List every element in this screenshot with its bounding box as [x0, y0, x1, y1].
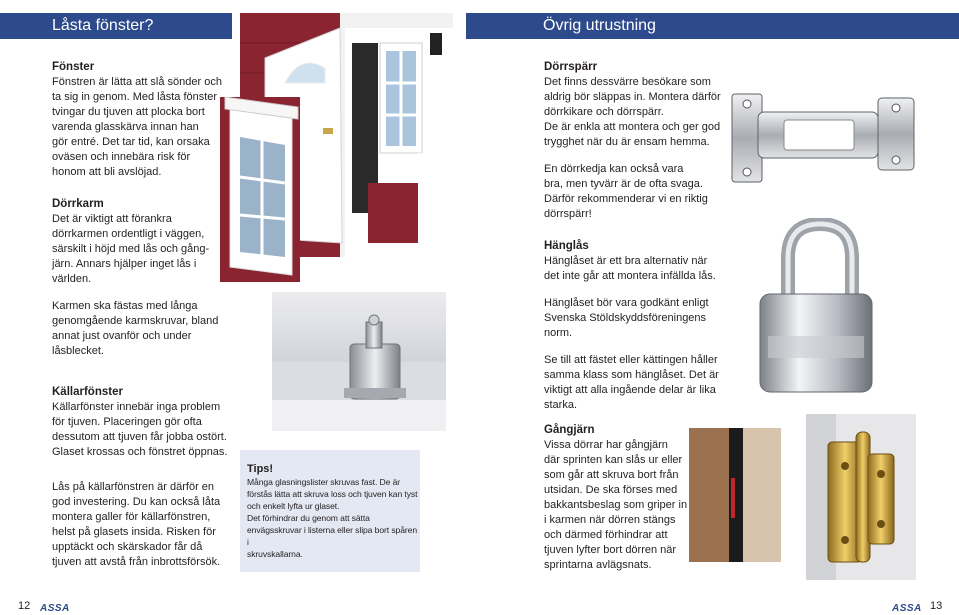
- right-page-header: Övrig utrustning: [466, 13, 959, 39]
- text-line: genomgående karmskruvar, bland: [52, 315, 219, 327]
- text-line: dörrkikare och dörrspärr.: [544, 106, 664, 118]
- text-line: annat just ovanför och under: [52, 330, 192, 342]
- tips-line: förstås lätta att skruva loss och tjuven kan tyst: [247, 489, 418, 499]
- text-line: De är enkla att montera och ger god: [544, 121, 721, 133]
- right-page-number: 13: [930, 600, 943, 612]
- text-line: viktigt att alla ingående delar är lika: [544, 384, 716, 396]
- text-line: dessutom att tjuven får jobba ostört.: [52, 431, 227, 443]
- text-line: det inte går att montera infällda lås.: [544, 270, 716, 282]
- assa-logo-right: ASSA: [892, 603, 922, 614]
- section-title-dorrsparr: Dörrspärr: [544, 61, 598, 73]
- text-line: honom att bli avslöjad.: [52, 166, 162, 178]
- section-body-karmen: [52, 299, 232, 359]
- window-lock-photo: [272, 292, 446, 431]
- text-line: järn. Annars hjälper inget lås i: [52, 258, 197, 270]
- text-line: för tjuven. Placeringen gör ofta: [52, 416, 202, 428]
- text-line: utsidan. De ska förses med: [544, 484, 678, 496]
- hinge-illustration: [806, 414, 916, 580]
- section-title-fonster: Fönster: [52, 61, 95, 73]
- text-line: där sprinten kan slås ur eller: [544, 454, 683, 466]
- left-page-header: Låsta fönster?: [0, 13, 232, 39]
- text-line: Svenska Stöldskyddsföreningens: [544, 312, 707, 324]
- left-text-column: [52, 60, 232, 570]
- hinge-photo: [806, 414, 916, 580]
- section-body-dorrkarm: [52, 212, 232, 287]
- section-body-gangjarn: [544, 438, 694, 573]
- text-line: Det är viktigt att förankra: [52, 213, 172, 225]
- text-line: varenda glasskärva innan han: [52, 121, 199, 133]
- tips-line: envägsskruvar i listerna eller slipa bort spåren i: [247, 525, 418, 547]
- door-guard-illustration: [728, 88, 920, 184]
- text-line: tjuven lyfter bort dörren när: [544, 544, 677, 556]
- hinge-door-photo: [689, 428, 781, 562]
- padlock-photo: [758, 218, 878, 394]
- tips-line: Det förhindrar du genom att sätta: [247, 513, 370, 523]
- text-line: Vissa dörrar har gångjärn: [544, 439, 668, 451]
- section-body-hanglas: [544, 254, 734, 284]
- right-text-column-top: [544, 60, 734, 413]
- padlock-illustration: [758, 218, 878, 394]
- text-line: bra, men tyvärr är de ofta svaga.: [544, 178, 703, 190]
- text-line: aldrig bör släppas in. Montera därför: [544, 91, 721, 103]
- tips-line: Många glasningslister skruvas fast. De är: [247, 477, 401, 487]
- tips-box: [240, 450, 420, 572]
- left-page-number: 12: [18, 600, 31, 612]
- text-line: Hänglåset bör vara godkänt enligt: [544, 297, 709, 309]
- text-line: samma klass som hänglåset. Det är: [544, 369, 719, 381]
- right-text-column-bottom: [544, 423, 694, 573]
- text-line: i karmen när dörren stängs: [544, 514, 676, 526]
- window-lock-illustration: [272, 292, 446, 431]
- text-line: Karmen ska fästas med långa: [52, 300, 198, 312]
- door-guard-photo: [728, 88, 920, 184]
- text-line: trygghet när du är ensam hemma.: [544, 136, 710, 148]
- text-line: dörrkarmen ordentligt i väggen,: [52, 228, 205, 240]
- assa-logo-left: ASSA: [40, 603, 70, 614]
- tips-line: skruvskallarna.: [247, 549, 303, 559]
- text-line: montera galler för källarfönstren,: [52, 511, 211, 523]
- text-line: god investering. Du kan också låta: [52, 496, 221, 508]
- text-line: En dörrkedja kan också vara: [544, 163, 684, 175]
- text-line: gör entré. Det tar tid, kan orsaka: [52, 136, 210, 148]
- text-line: sprintarna avlägsnats.: [544, 559, 652, 571]
- text-line: dörrspärr!: [544, 208, 592, 220]
- section-body-fonster: [52, 75, 232, 180]
- text-line: ta sig in genom. Med låsta fönster: [52, 91, 218, 103]
- text-line: bakkantsbeslag som griper in: [544, 499, 688, 511]
- text-line: särskilt i höjd med lås och gång-: [52, 243, 210, 255]
- section-title-gangjarn: Gångjärn: [544, 424, 595, 436]
- section-body-las: [52, 480, 232, 570]
- text-line: oväsen och innebära risk för: [52, 151, 191, 163]
- text-line: Hänglåset är ett bra alternativ när: [544, 255, 708, 267]
- text-line: och därmed förhindrar att: [544, 529, 668, 541]
- section-body-godkant: [544, 296, 734, 341]
- text-line: låsblecket.: [52, 345, 104, 357]
- text-line: Därför rekommenderar vi en riktig: [544, 193, 708, 205]
- section-body-kallarfonster: [52, 400, 232, 460]
- text-line: Lås på källarfönstren är därför en: [52, 481, 215, 493]
- text-line: tjuven att avstå från inbrottsförsök.: [52, 556, 221, 568]
- section-title-hanglas: Hänglås: [544, 240, 589, 252]
- text-line: starka.: [544, 399, 578, 411]
- section-title-dorrkarm: Dörrkarm: [52, 198, 104, 210]
- section-title-kallarfonster: Källarfönster: [52, 386, 123, 398]
- section-body-dorrsparr: [544, 75, 734, 150]
- text-line: Se till att fästet eller kättingen håller: [544, 354, 718, 366]
- hinge-door-illustration: [689, 428, 781, 562]
- tips-title: Tips!: [247, 463, 274, 475]
- text-line: helst på glasets insida. Risken för: [52, 526, 216, 538]
- text-line: Fönstren är lätta att slå sönder och: [52, 76, 222, 88]
- tips-line: och enkelt lyfta ur glaset.: [247, 501, 340, 511]
- text-line: norm.: [544, 327, 573, 339]
- text-line: Källarfönster innebär inga problem: [52, 401, 221, 413]
- text-line: tvingar du tjuven att plocka bort: [52, 106, 205, 118]
- text-line: upptäckt och skärskador får då: [52, 541, 203, 553]
- window-photo: [220, 97, 300, 282]
- text-line: Glaset krossas och fönstret öppnas.: [52, 446, 228, 458]
- window-illustration: [220, 97, 300, 282]
- text-line: Det finns dessvärre besökare som: [544, 76, 711, 88]
- section-body-dorrkedja: [544, 162, 734, 222]
- text-line: som går att skruva bort från: [544, 469, 679, 481]
- section-body-fastet: [544, 353, 734, 413]
- text-line: världen.: [52, 273, 92, 285]
